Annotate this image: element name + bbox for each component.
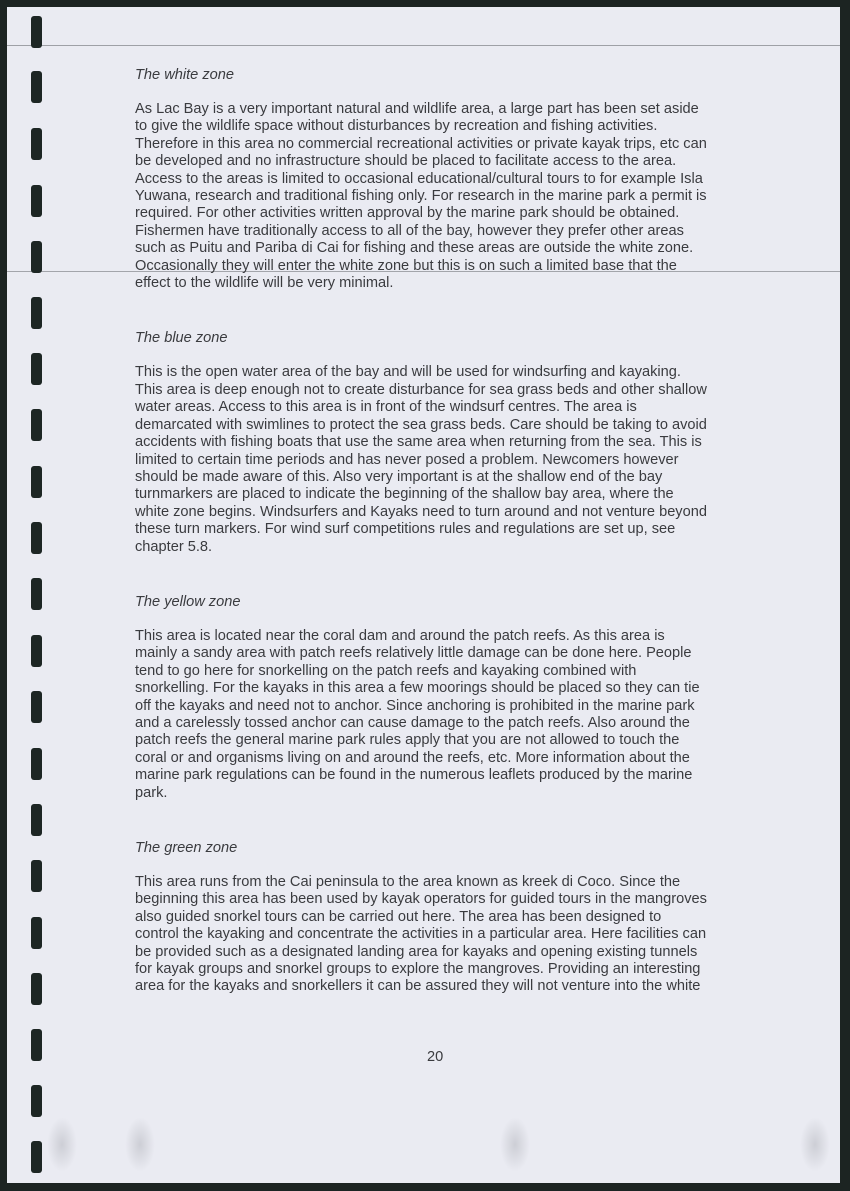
text-line: water areas. Access to this area is in front of the windsurf centres. The area is xyxy=(135,399,637,416)
section-blue-zone xyxy=(135,330,775,555)
punch-hole xyxy=(31,353,42,385)
text-line: beginning this area has been used by kayak operators for guided tours in the mangroves xyxy=(135,891,707,908)
text-line: This area is deep enough not to create disturbance for sea grass beds and other shallow xyxy=(135,381,707,398)
text-line: Yuwana, research and traditional fishing only. For research in the marine park a permit is xyxy=(135,188,707,205)
punch-hole xyxy=(31,1141,42,1173)
section-paragraph xyxy=(135,364,775,555)
punch-hole xyxy=(31,860,42,892)
text-line: This area is located near the coral dam and around the patch reefs. As this area is xyxy=(135,627,665,644)
punch-hole xyxy=(31,522,42,554)
punch-hole xyxy=(31,1029,42,1061)
text-line: marine park regulations can be found in the numerous leaflets produced by the marine xyxy=(135,767,693,784)
text-line: This area runs from the Cai peninsula to the area known as kreek di Coco. Since the xyxy=(135,874,681,890)
punch-hole xyxy=(31,973,42,1005)
text-line: and a carelessly tossed anchor can cause damage to the patch reefs. Also around the xyxy=(135,714,690,731)
text-line: also guided snorkel tours can be carried out here. The area has been designed to xyxy=(135,908,662,925)
punch-hole xyxy=(31,16,42,48)
text-line: for kayak groups and snorkel groups to explore the mangroves. Providing an interesting xyxy=(135,961,701,978)
scan-smudge xyxy=(47,1117,77,1172)
text-line: Occasionally they will enter the white zone but this is on such a limited base that the xyxy=(135,257,677,274)
section-heading: The green zone xyxy=(135,840,238,856)
punch-hole xyxy=(31,1085,42,1117)
section-heading: The white zone xyxy=(135,67,234,83)
punch-hole xyxy=(31,71,42,103)
text-line: park. xyxy=(135,784,168,801)
text-line: control the kayaking and concentrate the activities in a particular area. Here facilities can xyxy=(135,926,707,943)
punch-hole xyxy=(31,804,42,836)
text-line: snorkelling. For the kayaks in this area a few moorings should be placed so they can tie xyxy=(135,680,700,697)
punch-hole xyxy=(31,128,42,160)
text-line: patch reefs the general marine park rules apply that you are not allowed to touch the xyxy=(135,732,680,749)
text-line: be provided such as a designated landing area for kayaks and opening existing tunnels xyxy=(135,943,698,960)
text-line: to give the wildlife space without disturbances by recreation and fishing activities. xyxy=(135,118,658,135)
text-line: required. For other activities written approval by the marine park should be obtained. xyxy=(135,205,680,222)
text-line: Fishermen have traditionally access to all of the bay, however they prefer other areas xyxy=(135,222,684,239)
page-number: 20 xyxy=(427,1049,444,1065)
punch-hole xyxy=(31,635,42,667)
scan-smudge xyxy=(125,1117,155,1172)
scanned-page xyxy=(7,7,840,1183)
section-white-zone xyxy=(135,67,775,292)
section-heading: The yellow zone xyxy=(135,593,241,610)
section-heading: The blue zone xyxy=(135,330,228,347)
punch-hole xyxy=(31,691,42,723)
text-line: should be made aware of this. Also very important is at the shallow end of the bay xyxy=(135,468,663,485)
text-line: chapter 5.8. xyxy=(135,538,213,555)
punch-hole xyxy=(31,185,42,217)
section-paragraph xyxy=(135,101,775,292)
punch-hole xyxy=(31,917,42,949)
text-line: coral or and organisms living on and around the reefs, etc. More information about the xyxy=(135,749,690,766)
text-line: As Lac Bay is a very important natural and wildlife area, a large part has been set aside xyxy=(135,101,699,117)
text-line: effect to the wildlife will be very minimal. xyxy=(135,275,394,292)
text-line: white zone begins. Windsurfers and Kayaks need to turn around and not venture beyond xyxy=(135,503,707,520)
punch-hole xyxy=(31,578,42,610)
scan-smudge xyxy=(800,1117,830,1172)
text-line: area for the kayaks and snorkellers it can be assured they will not venture into the white xyxy=(135,978,701,995)
text-line: Therefore in this area no commercial recreational activities or private kayak trips, etc can xyxy=(135,135,707,152)
text-line: off the kayaks and need not to anchor. Since anchoring is prohibited in the marine park xyxy=(135,697,695,714)
section-paragraph xyxy=(135,874,775,996)
punch-hole xyxy=(31,297,42,329)
text-line: This is the open water area of the bay and will be used for windsurfing and kayaking. xyxy=(135,364,681,381)
text-line: Access to the areas is limited to occasional educational/cultural tours to for example Isla xyxy=(135,170,703,187)
scan-smudge xyxy=(500,1117,530,1172)
section-green-zone xyxy=(135,840,775,996)
punch-hole xyxy=(31,409,42,441)
text-line: tend to go here for snorkelling on the patch reefs and kayaking combined with xyxy=(135,662,637,679)
section-paragraph xyxy=(135,628,775,802)
text-line: demarcated with swimlines to protect the sea grass beds. Care should be taking to avoid xyxy=(135,416,707,433)
document-body xyxy=(135,67,775,1034)
text-line: limited to certain time periods and has never posed a problem. Newcomers however xyxy=(135,451,679,468)
text-line: such as Puitu and Pariba di Cai for fishing and these areas are outside the white zone. xyxy=(135,240,694,257)
text-line: turnmarkers are placed to indicate the beginning of the shallow bay area, where the xyxy=(135,486,674,503)
punch-hole xyxy=(31,241,42,273)
section-yellow-zone xyxy=(135,594,775,802)
text-line: accidents with fishing boats that use the same area when returning from the sea. This is xyxy=(135,434,702,451)
punch-hole xyxy=(31,466,42,498)
text-line: be developed and no infrastructure should be placed to facilitate access to the area. xyxy=(135,153,677,170)
scan-fold-line-top xyxy=(7,45,840,46)
text-line: these turn markers. For wind surf competitions rules and regulations are set up, see xyxy=(135,521,676,538)
text-line: mainly a sandy area with patch reefs relatively little damage can be done here. People xyxy=(135,645,692,662)
punch-hole xyxy=(31,748,42,780)
